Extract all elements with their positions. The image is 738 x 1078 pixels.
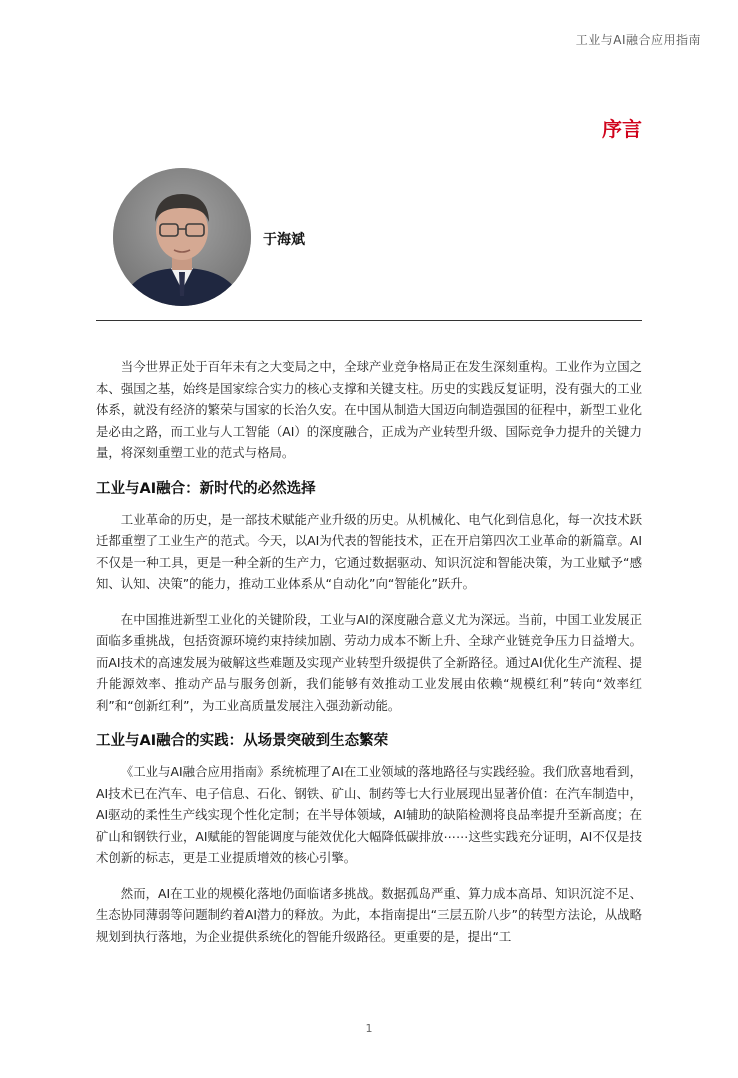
- page-number: 1: [365, 1022, 373, 1035]
- portrait-image: [113, 168, 251, 306]
- paragraph: 工业革命的历史，是一部技术赋能产业升级的历史。从机械化、电气化到信息化，每一次技术跃迁都重塑了工业生产的范式。今天，以AI为代表的智能技术，正在开启第四次工业革命的新篇章。AI不仅是一种工具，更是一种全新的生产力，它通过数据驱动、知识沉淀和智能决策，为工业赋予“感知、认知、决策”的能力，推动工业体系从“自动化”向“智能化”跃升。: [96, 511, 642, 591]
- divider: [96, 320, 642, 321]
- author-portrait: [113, 168, 251, 306]
- subheading: 工业与AI融合的实践：从场景突破到生态繁荣: [96, 733, 389, 749]
- author-name: 于海斌: [263, 232, 305, 248]
- paragraph: 然而，AI在工业的规模化落地仍面临诸多挑战。数据孤岛严重、算力成本高昂、知识沉淀不足、生态协同薄弱等问题制约着AI潜力的释放。为此，本指南提出“三层五阶八步”的转型方法论，从战略规划到执行落地，为企业提供系统化的智能升级路径。更重要的是，提出“工: [96, 885, 642, 944]
- preface-body: [96, 356, 642, 961]
- section-title: 序言: [602, 117, 642, 141]
- subheading: 工业与AI融合：新时代的必然选择: [96, 480, 316, 497]
- paragraph: 《工业与AI融合应用指南》系统梳理了AI在工业领域的落地路径与实践经验。我们欣喜地看到，AI技术已在汽车、电子信息、石化、钢铁、矿山、制药等七大行业展现出显著价值：在汽车制造中，AI驱动的柔性生产线实现个性化定制；在半导体领域，AI辅助的缺陷检测将良品率提升至新高度；在矿山和钢铁行业，AI赋能的智能调度与能效优化大幅降低碳排放⋯⋯这些实践充分证明，AI不仅是技术创新的标志，更是工业提质增效的核心引擎。: [96, 764, 642, 865]
- header-title: 工业与AI融合应用指南: [575, 33, 701, 47]
- paragraph: 当今世界正处于百年未有之大变局之中，全球产业竞争格局正在发生深刻重构。工业作为立国之本、强国之基，始终是国家综合实力的核心支撑和关键支柱。历史的实践反复证明，没有强大的工业体系，就没有经济的繁荣与国家的长治久安。在中国从制造大国迈向制造强国的征程中，新型工业化是必由之路，而工业与人工智能（AI）的深度融合，正成为产业转型升级、国际竞争力提升的关键力量，将深刻重塑工业的范式与格局。: [96, 359, 642, 460]
- paragraph: 在中国推进新型工业化的关键阶段，工业与AI的深度融合意义尤为深远。当前，中国工业发展正面临多重挑战，包括资源环境约束持续加剧、劳动力成本不断上升、全球产业链竞争压力日益增大。而AI技术的高速发展为破解这些难题及实现产业转型升级提供了全新路径。通过AI优化生产流程、提升能源效率、推动产品与服务创新，我们能够有效推动工业发展由依赖“规模红利”转向“效率红利”和“创新红利”，为工业高质量发展注入强劲新动能。: [96, 611, 642, 713]
